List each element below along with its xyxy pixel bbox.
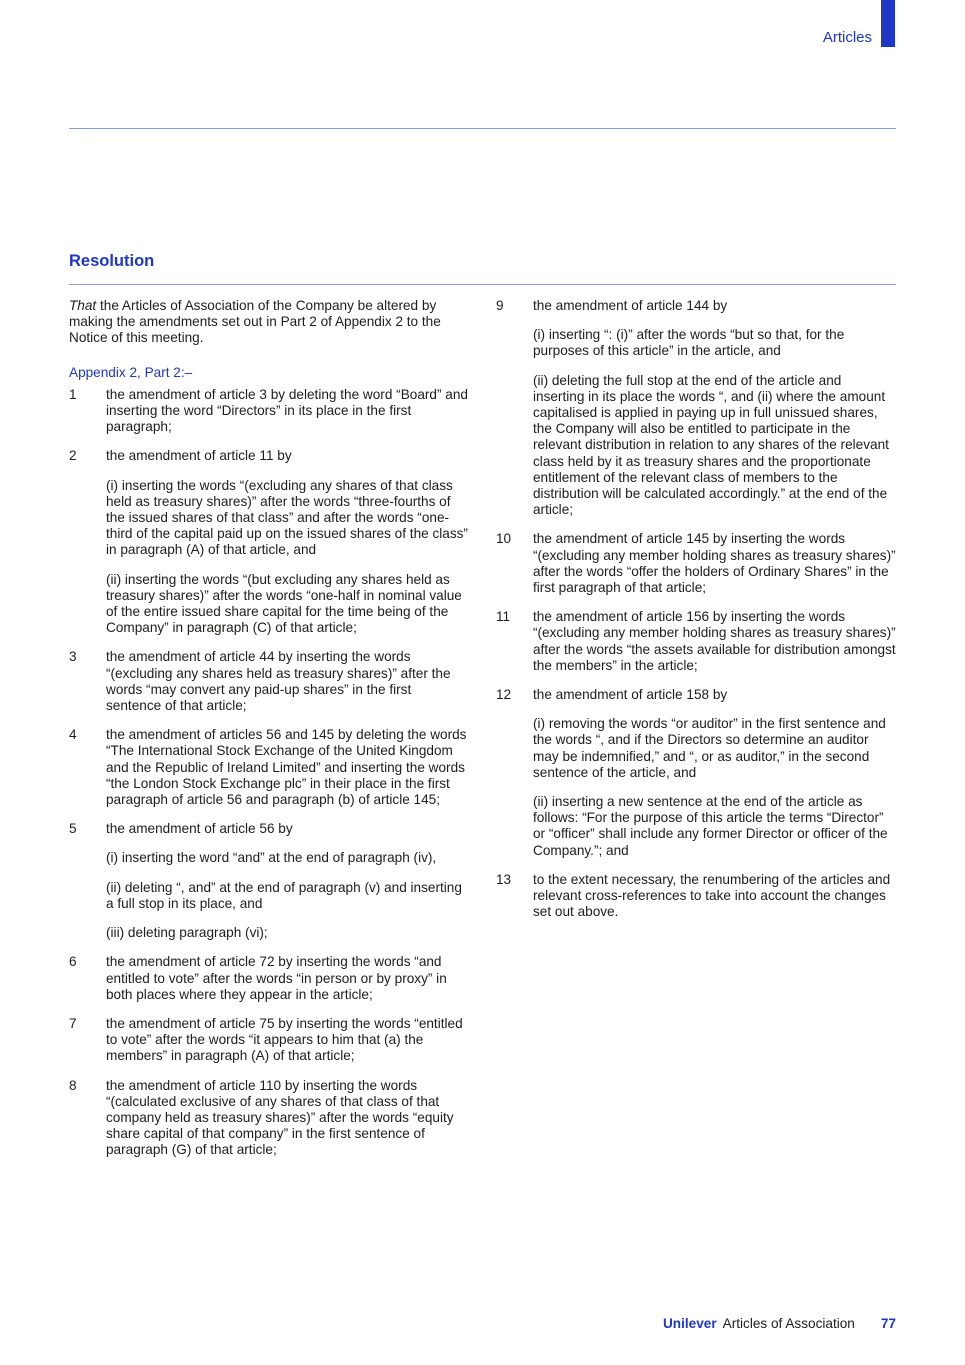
footer-document-title: Articles of Association (722, 1316, 855, 1331)
amendment-paragraph: the amendment of article 144 by (533, 298, 728, 313)
amendment-paragraph: (i) inserting “: (i)” after the words “but so that, for the purposes of this article” in the article, and (533, 327, 845, 359)
appendix-label: Appendix 2, Part 2:– (69, 364, 193, 380)
amendment-paragraph: the amendment of article 158 by (533, 687, 728, 703)
amendment-paragraph: to the extent necessary, the renumbering of the articles and relevant cross-references to take into account the changes set out above. (533, 871, 891, 920)
amendment-paragraph: (ii) inserting the words “(but excluding any shares held as treasury shares)” after the words “one-half in nominal value of the entire issued share capital for the time being of the Company” in paragraph (C) of that article; (106, 571, 462, 636)
amendment-number: 11 (496, 609, 511, 625)
footer-brand: Unilever (662, 1316, 717, 1331)
amendment-paragraph: the amendment of article 145 by inserting the words “(excluding any member holding shares as treasury shares)” after the words “offer the holders of Ordinary Shares” in the first paragraph of that article; (533, 531, 896, 596)
amendment-paragraph: the amendment of article 72 by inserting the words “and entitled to vote” after the words “in person or by proxy” in both places where they appear in the article; (106, 954, 447, 1002)
intro-text: the Articles of Association of the Company be altered by making the amendments set out in Part 2 of Appendix 2 to the Notice of this meeting. (69, 298, 441, 346)
page-number: 77 (880, 1316, 896, 1331)
amendment-item (69, 1016, 469, 1065)
amendment-number: 12 (496, 687, 512, 703)
amendment-number: 6 (69, 954, 77, 970)
right-column (496, 298, 896, 934)
amendment-paragraph: the amendment of article 44 by inserting the words “(excluding any shares held as treasury shares)” after the words “may convert any paid-up shares” in the first sentence of that article; (106, 649, 451, 714)
amendment-body (533, 609, 896, 674)
amendment-number: 3 (69, 649, 77, 665)
header-accent-tab (881, 0, 895, 47)
amendment-body (106, 649, 469, 714)
amendment-body (533, 531, 896, 596)
amendment-paragraph: the amendment of article 156 by inserting the words “(excluding any member holding shares as treasury shares)” after the words “the assets available for distribution amongst the members” in the article; (533, 609, 896, 673)
amendment-paragraph: the amendment of article 75 by inserting the words “entitled to vote” after the words “it appears to him that (a) the members” in paragraph (A) of that article; (106, 1015, 463, 1064)
amendment-item (69, 387, 469, 436)
amendment-item (69, 727, 469, 808)
amendment-number: 4 (69, 727, 77, 743)
amendment-paragraph: the amendment of article 3 by deleting the word “Board” and inserting the word “Directors” in its place in the first paragraph; (106, 386, 468, 435)
amendment-body (106, 448, 469, 636)
amendment-body (106, 727, 469, 808)
amendment-body (106, 821, 469, 941)
amendment-item (496, 687, 896, 859)
amendment-paragraph: (i) inserting the words “(excluding any shares of that class held as treasury shares)” after the words “three-fourths of the issued shares of that class” and after the words “one-third of the capital paid up on the issued shares of the class” in paragraph (A) of that article, and (106, 477, 468, 558)
amendment-paragraph: (ii) deleting the full stop at the end of the article and inserting in its place the words “, and (ii) where the amount capitalised is applied in paying up in full unissued shares, the Company will also be entitled to participate in the relevant distribution in relation to any shares of the relevant class held by it as treasury shares and the proportionate entitlement of the relevant class of members to the distribution will be calculated accordingly.” at the end of the article; (533, 372, 889, 518)
amendment-body (106, 954, 469, 1003)
heading-divider (69, 284, 896, 285)
intro-italic-word: That (69, 298, 97, 313)
amendment-list-right (496, 298, 896, 921)
amendment-paragraph: the amendment of articles 56 and 145 by deleting the words “The International Stock Exchange of the United Kingdom and the Republic of Ireland Limited” and inserting the words “the London Stock Exchange plc” in their place in the first paragraph of article 56 and paragraph (b) of article 145; (106, 727, 467, 808)
amendment-paragraph: the amendment of article 110 by inserting the words “(calculated exclusive of any shares of that class of that company held as treasury shares)” after the words “equity share capital of that company” in the first sentence of paragraph (G) of that article; (106, 1077, 454, 1158)
amendment-body (106, 1016, 469, 1065)
top-divider (69, 128, 896, 129)
amendment-number: 5 (69, 821, 77, 837)
amendment-body (533, 687, 896, 859)
amendment-number: 1 (69, 386, 77, 402)
header-section-label: Articles (822, 29, 872, 46)
amendment-list-left (69, 387, 469, 1159)
amendment-paragraph: (i) inserting the word “and” at the end of paragraph (iv), (106, 850, 437, 866)
amendment-paragraph: the amendment of article 11 by (106, 448, 292, 464)
amendment-number: 10 (496, 531, 512, 547)
amendment-number: 13 (496, 871, 512, 887)
amendment-item (69, 448, 469, 636)
amendment-item (496, 531, 896, 596)
amendment-body (533, 298, 896, 518)
amendment-number: 7 (69, 1015, 77, 1031)
amendment-paragraph: (iii) deleting paragraph (vi); (106, 925, 268, 941)
amendment-body (533, 872, 896, 921)
amendment-number: 2 (69, 448, 77, 464)
amendment-item (69, 1078, 469, 1159)
amendment-paragraph: (ii) deleting “, and” at the end of paragraph (v) and inserting a full stop in its place, and (106, 879, 462, 911)
resolution-intro (69, 298, 469, 347)
amendment-body (106, 1078, 469, 1159)
amendment-item (496, 872, 896, 921)
amendment-paragraph: (ii) inserting a new sentence at the end of the article as follows: “For the purpose of this article the terms “Director” or “officer” shall include any former Director or officer of the Company.”; and (533, 794, 888, 858)
amendment-body (106, 387, 469, 436)
amendment-item (69, 649, 469, 714)
left-column (69, 298, 469, 1172)
amendment-paragraph: (i) removing the words “or auditor” in the first sentence and the words “, and if the Directors so determine an auditor may be indemnified,” and “, or as auditor,” in the second sentence of the article, and (533, 716, 886, 780)
amendment-number: 9 (496, 298, 504, 313)
amendment-number: 8 (69, 1077, 77, 1093)
page-footer (663, 1316, 896, 1331)
amendment-item (69, 821, 469, 941)
amendment-item (69, 954, 469, 1003)
resolution-heading: Resolution (69, 252, 155, 270)
amendment-paragraph: the amendment of article 56 by (106, 821, 293, 837)
amendment-item (496, 609, 896, 674)
amendment-item (496, 298, 896, 518)
